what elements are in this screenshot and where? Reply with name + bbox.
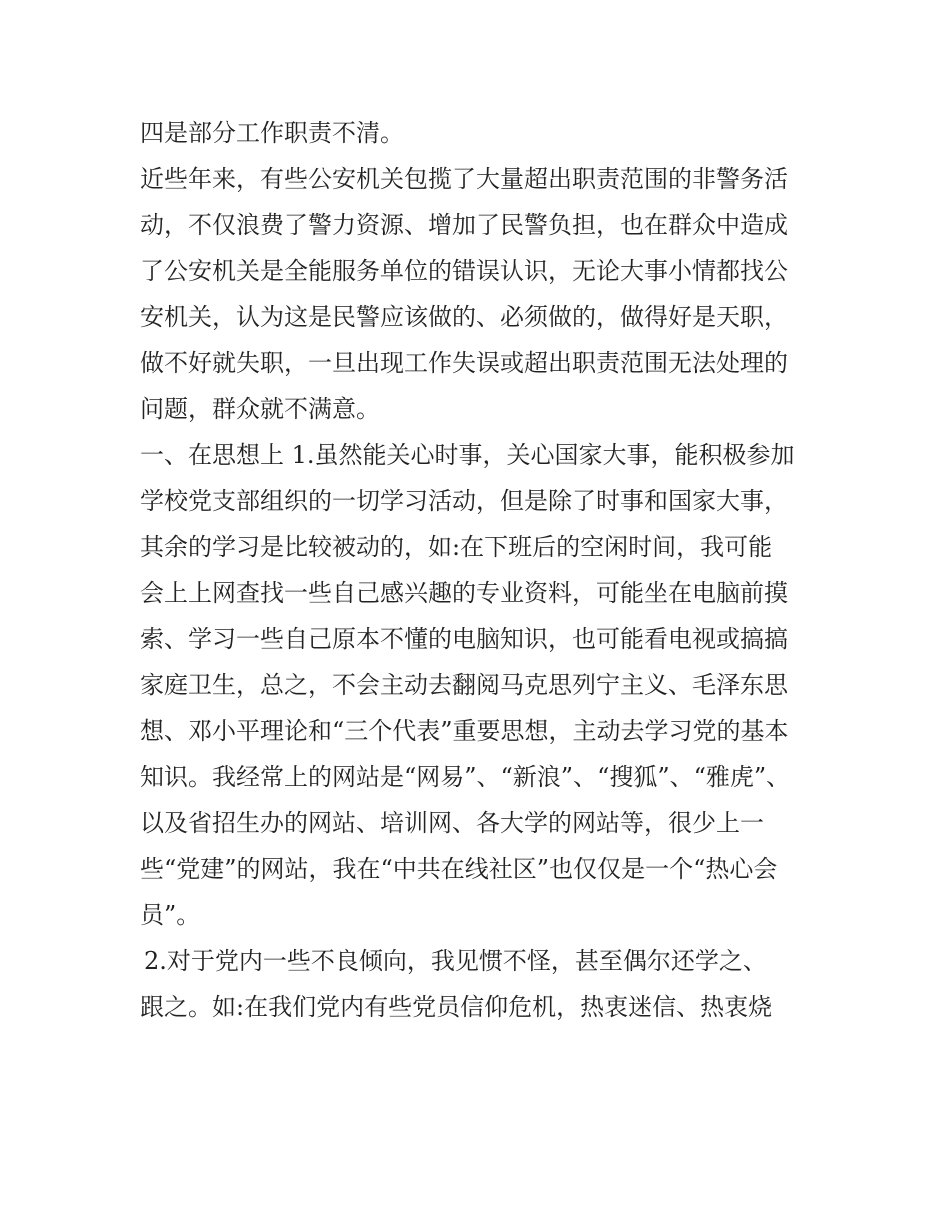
text-line: 一、在思想上 1.虽然能关心时事，关心国家大事，能积极参加 [140, 441, 795, 469]
text-line: 会上上网查找一些自己感兴趣的专业资料，可能坐在电脑前摸 [140, 579, 788, 607]
text-line: 问题，群众就不满意。 [140, 395, 380, 423]
text-line: 以及省招生办的网站、培训网、各大学的网站等，很少上一 [140, 809, 764, 837]
text-line: 其余的学习是比较被动的，如:在下班后的空闲时间，我可能 [140, 533, 773, 561]
text-line: 动，不仅浪费了警力资源、增加了民警负担，也在群众中造成 [140, 211, 788, 239]
text-line: 些“党建”的网站，我在“中共在线社区”也仅仅是一个“热心会 [140, 855, 778, 883]
text-line: 近些年来，有些公安机关包揽了大量超出职责范围的非警务活 [140, 165, 788, 193]
text-line: 索、学习一些自己原本不懂的电脑知识，也可能看电视或搞搞 [140, 625, 788, 653]
text-line: 做不好就失职，一旦出现工作失误或超出职责范围无法处理的 [140, 349, 788, 377]
text-line: 安机关，认为这是民警应该做的、必须做的，做得好是天职， [140, 303, 788, 331]
text-line: 2.对于党内一些不良倾向，我见惯不怪，甚至偶尔还学之、 [144, 947, 767, 975]
body-text [140, 110, 830, 1030]
text-line: 员”。 [140, 901, 201, 929]
text-line: 想、邓小平理论和“三个代表”重要思想，主动去学习党的基本 [140, 717, 789, 745]
text-line: 家庭卫生，总之，不会主动去翻阅马克思列宁主义、毛泽东思 [140, 671, 788, 699]
text-line: 学校党支部组织的一切学习活动，但是除了时事和国家大事， [140, 487, 788, 515]
text-line: 四是部分工作职责不清。 [140, 119, 404, 147]
text-line: 了公安机关是全能服务单位的错误认识，无论大事小情都找公 [140, 257, 788, 285]
text-line: 知识。我经常上的网站是“网易”、“新浪”、“搜狐”、“雅虎”、 [140, 763, 791, 791]
text-line: 跟之。如:在我们党内有些党员信仰危机，热衷迷信、热衷烧 [140, 993, 773, 1021]
